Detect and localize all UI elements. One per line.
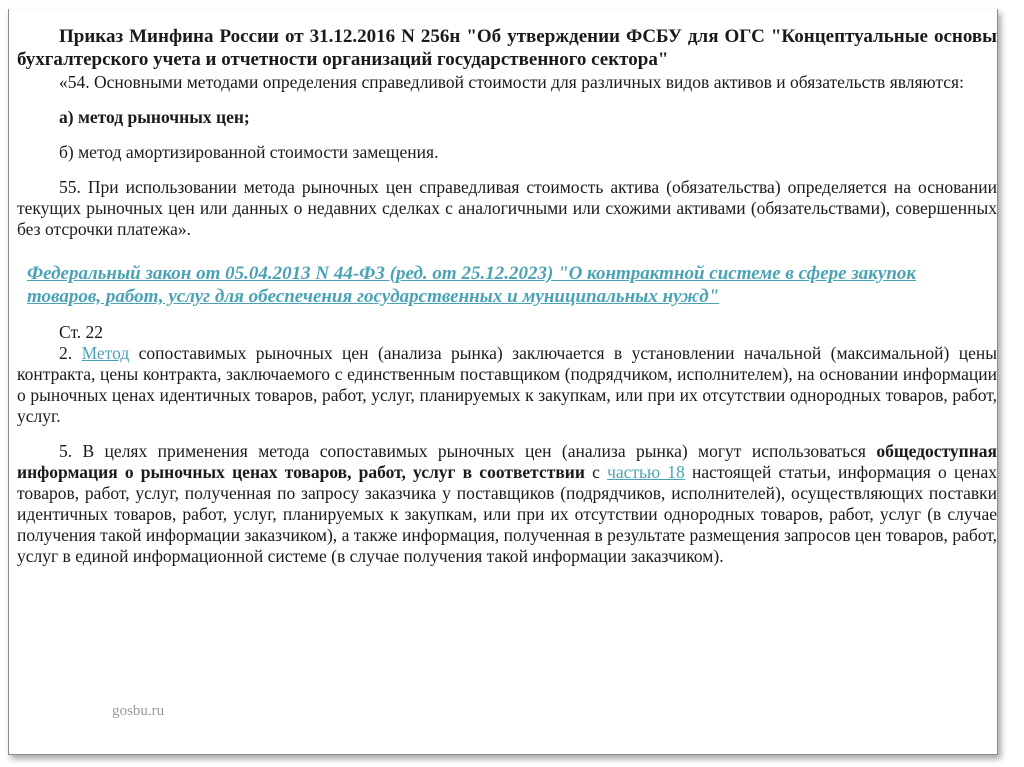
watermark: gosbu.ru bbox=[112, 703, 165, 719]
paragraph-5-start: 5. В целях применения метода сопоставимых рыночных цен (анализа рынка) могут использоваться bbox=[59, 441, 877, 461]
paragraph-2-number: 2. bbox=[59, 343, 82, 363]
method-link[interactable]: Метод bbox=[81, 343, 130, 363]
paragraph-5-mid: с bbox=[584, 462, 608, 482]
paragraph-2-text: сопоставимых рыночных цен (анализа рынка) заключается в установлении начальной (максимальной) цены контракта, цены контракта, заключаемого с единственным поставщиком (подрядчиком, исполнителем), на основании информации о рыночных ценах идентичных товаров, работ, услуг, планируемых к закупкам, или при их отсутствии однородных товаров, работ, услуг. bbox=[17, 343, 998, 426]
paragraph-5-bold: общедоступная информация о рыночных ценах товаров, работ, услуг в соответствии bbox=[17, 441, 997, 482]
federal-law-link[interactable]: Федеральный закон от 05.04.2013 N 44-ФЗ (ред. от 25.12.2023) "О контрактной системе в сфере закупок товаров, работ, услуг для обеспечения государственных и муниципальных нужд" bbox=[27, 263, 917, 307]
paragraph-55: 55. При использовании метода рыночных цен справедливая стоимость актива (обязательства) определяется на основании текущих рыночных цен или данных о недавних сделках с аналогичными или схожими активами (обязательствами), совершенных без отсрочки платежа». bbox=[17, 177, 997, 239]
part-18-link[interactable]: частью 18 bbox=[607, 462, 685, 482]
paragraph-2 bbox=[17, 343, 997, 427]
paragraph-5-end: настоящей статьи, информация о ценах товаров, работ, услуг, полученная по запросу заказчика у поставщиков (подрядчиков, исполнителей), осуществляющих поставки идентичных товаров, работ, услуг, планируемых к закупкам, или при их отсутствии однородных товаров, работ, услуг (в случае получения такой информации заказчиком), а также информация, полученная в результате размещения запросов цен товаров, работ, услуг в единой информационной системе (в случае получения такой информации заказчиком). bbox=[17, 462, 997, 566]
paragraph-5 bbox=[17, 441, 997, 567]
slide-top-edge bbox=[0, 0, 1024, 6]
paragraph-54: «54. Основными методами определения справедливой стоимости для различных видов активов и обязательств являются: bbox=[59, 72, 964, 92]
slide bbox=[8, 9, 998, 755]
item-a: а) метод рыночных цен; bbox=[59, 107, 250, 127]
order-title: Приказ Минфина России от 31.12.2016 N 256н "Об утверждении ФСБУ для ОГС "Концептуальные основы бухгалтерского учета и отчетности организаций государственного сектора" bbox=[17, 26, 997, 70]
item-b: б) метод амортизированной стоимости замещения. bbox=[59, 142, 439, 162]
article-number: Ст. 22 bbox=[59, 322, 104, 342]
document-content bbox=[17, 25, 997, 567]
